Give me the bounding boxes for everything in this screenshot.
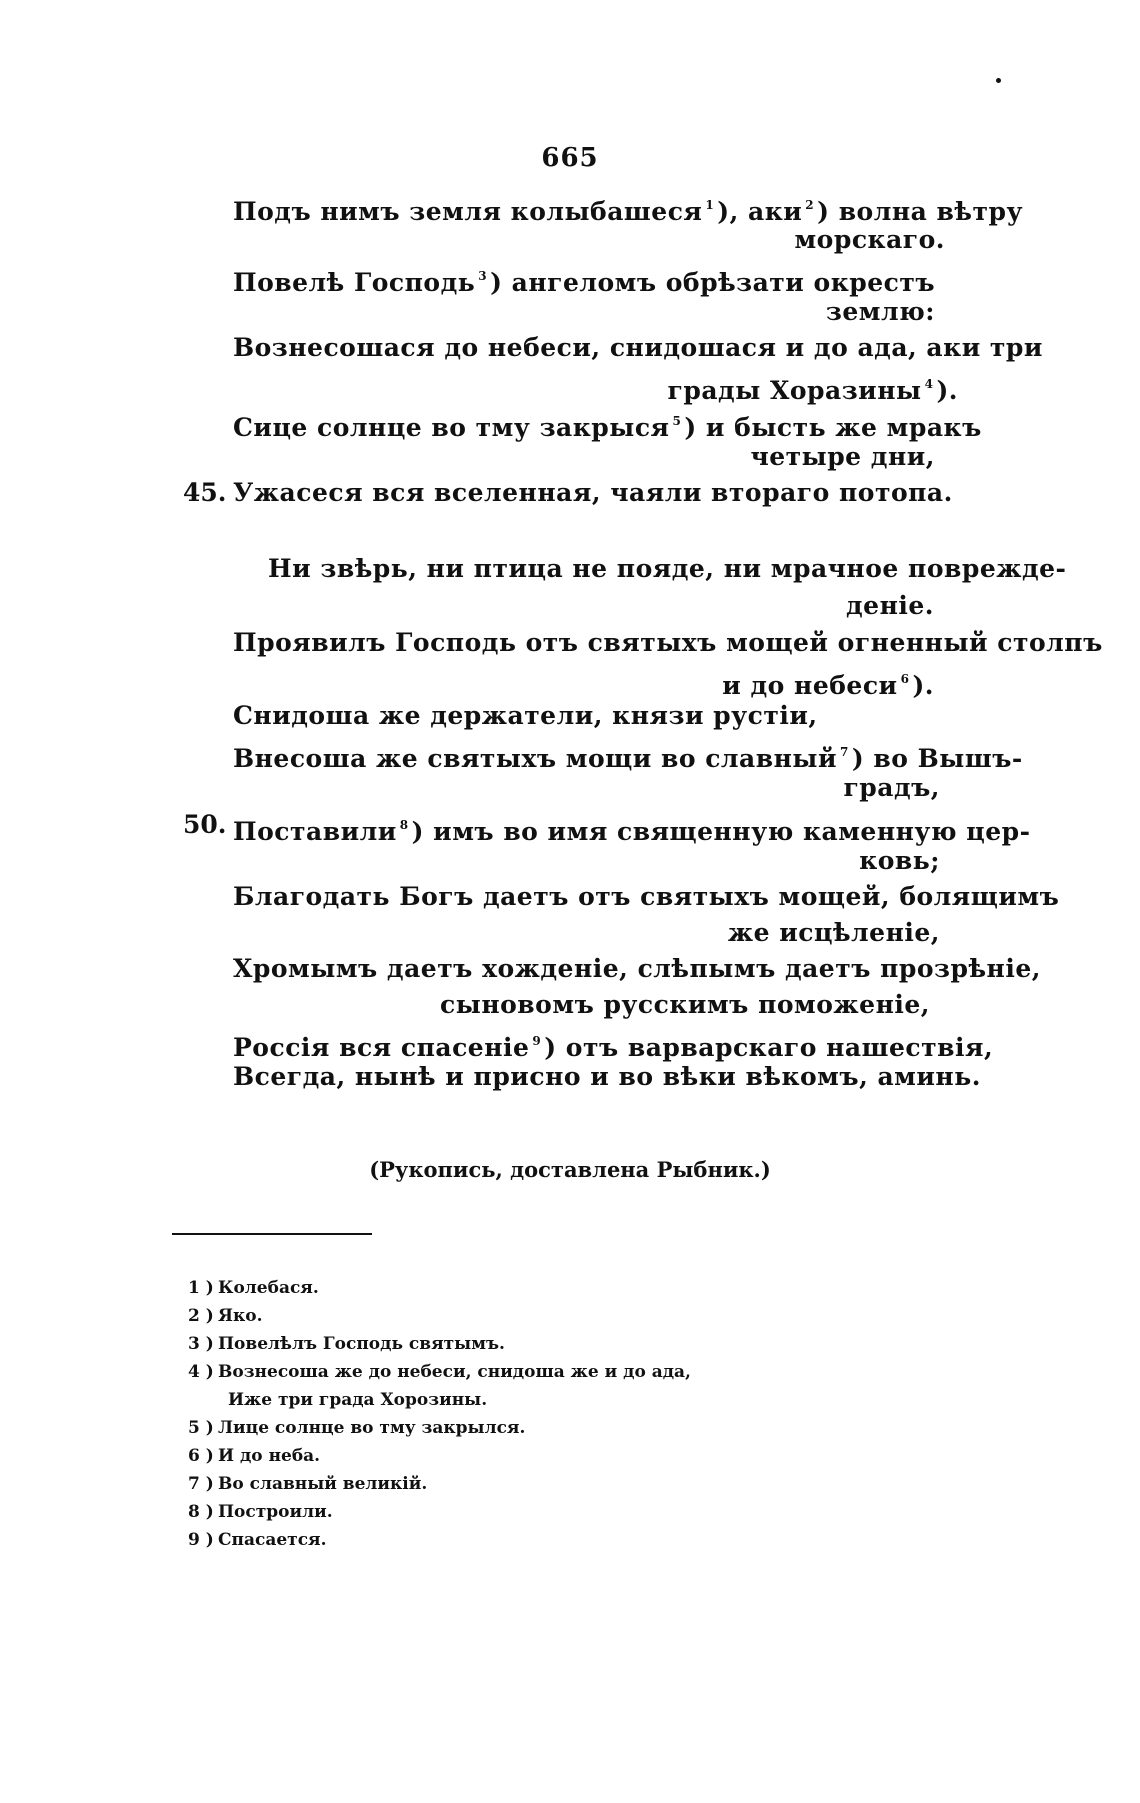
footnote: 7 ) Во славный великій. — [188, 1474, 428, 1494]
verse-number: 45. — [183, 478, 227, 507]
verse-line: Повелѣ Господь $^3$ ) ангеломъ обрѣзати окрестъ — [233, 268, 936, 297]
footnote: 6 ) И до неба. — [188, 1446, 321, 1466]
verse-line: Проявилъ Господь отъ святыхъ мощей огненный столпъ — [233, 628, 1103, 657]
print-speck — [996, 78, 1001, 83]
footnote: 5 ) Лице солнце во тму закрылся. — [188, 1418, 526, 1438]
verse-line: Сице солнце во тму закрыся $^5$ ) и бысть же мракъ — [233, 413, 982, 442]
verse-line-continuation: четыре дни, — [750, 442, 935, 471]
verse-line-continuation: грады Хоразины $^4$ ). — [667, 376, 958, 405]
verse-line: Внесоша же святыхъ мощи во славный $^7$ ) во Вышъ- — [233, 744, 1023, 773]
verse-line-continuation: землю: — [825, 297, 935, 326]
verse-line: Снидоша же держатели, князи рустіи, — [233, 701, 818, 730]
verse-line: Россія вся спасеніе $^9$ ) отъ варварскаго нашествія, — [233, 1033, 994, 1062]
footnote-divider — [172, 1233, 372, 1235]
verse-line: Всегда, нынѣ и присно и во вѣки вѣкомъ, аминь. — [233, 1062, 981, 1091]
footnotes — [188, 1278, 888, 1558]
verse-line: Подъ нимъ земля колыбашеся $^1$ ), аки $^2$ ) волна вѣтру — [233, 197, 1023, 226]
verse-line: Хромымъ даетъ хожденіе, слѣпымъ даетъ прозрѣніе, — [233, 954, 1041, 983]
verse-line-continuation: сыновомъ русскимъ поможеніе, — [440, 990, 930, 1019]
verse-line: Вознесошася до небеси, снидошася и до ада, аки три — [233, 333, 1043, 362]
verse-line-continuation: морскаго. — [794, 225, 945, 254]
verse-line: Благодать Богъ даетъ отъ святыхъ мощей, болящимъ — [233, 882, 1060, 911]
verse-number: 50. — [183, 810, 227, 839]
verse-line-continuation: деніе. — [846, 591, 934, 620]
footnote-continuation: Иже три града Хорозины. — [228, 1390, 488, 1410]
source-note: (Рукопись, доставлена Рыбник.) — [369, 1157, 771, 1182]
footnote: 4 ) Вознесоша же до небеси, снидоша же и до ада, — [188, 1362, 691, 1382]
footnote: 8 ) Построили. — [188, 1502, 333, 1522]
verse-line: Поставили $^8$ ) имъ во имя священную каменную цер- — [233, 817, 1031, 846]
footnote: 1 ) Колебася. — [188, 1278, 319, 1298]
verse-line: Ни звѣрь, ни птица не пояде, ни мрачное поврежде- — [268, 554, 1067, 583]
verse-line-continuation: градъ, — [843, 773, 940, 802]
verse-line-continuation: же исцѣленіе, — [727, 918, 940, 947]
verse-line-continuation: и до небеси $^6$ ). — [722, 671, 934, 700]
verse-line-continuation: ковь; — [859, 846, 940, 875]
footnote: 9 ) Спасается. — [188, 1530, 327, 1550]
footnote: 3 ) Повелѣлъ Господь святымъ. — [188, 1334, 505, 1354]
page-number: 665 — [541, 143, 599, 173]
verse-line: Ужасеся вся вселенная, чаяли втораго потопа. — [233, 478, 953, 507]
footnote: 2 ) Яко. — [188, 1306, 263, 1326]
